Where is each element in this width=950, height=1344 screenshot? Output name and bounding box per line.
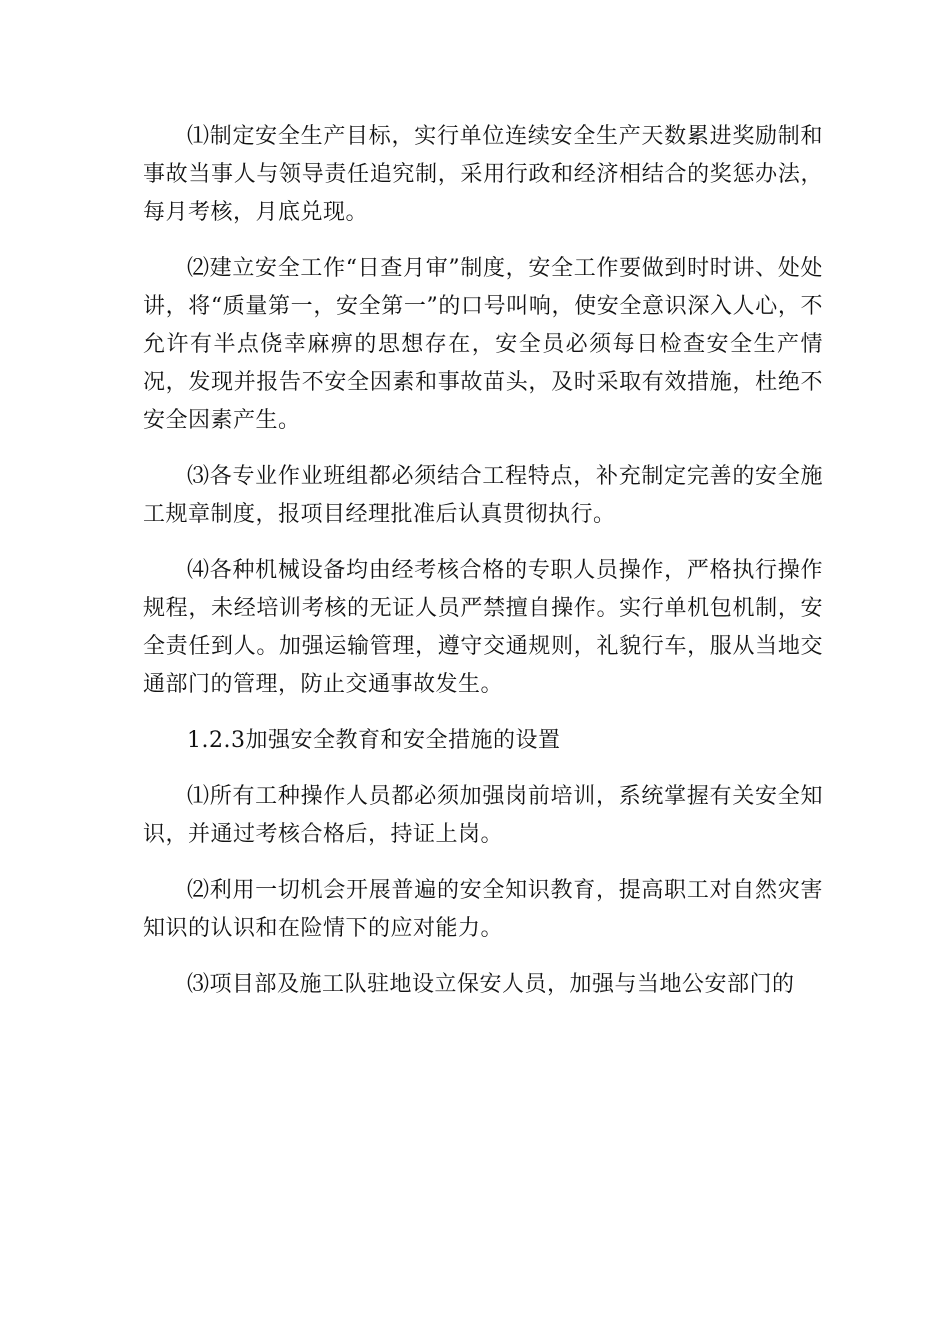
section-paragraph-3: ⑶项目部及施工队驻地设立保安人员，加强与当地公安部门的	[187, 972, 795, 997]
paragraph-1: ⑴制定安全生产目标，实行单位连续安全生产天数累进奖励制和事故当事人与领导责任追究制，采用行政和经济相结合的奖惩办法，每月考核，月底兑现。	[143, 124, 823, 225]
paragraph-3: ⑶各专业作业班组都必须结合工程特点，补充制定完善的安全施工规章制度，报项目经理批准后认真贯彻执行。	[143, 464, 823, 527]
paragraph-2: ⑵建立安全工作“日查月审”制度，安全工作要做到时时讲、处处讲，将“质量第一，安全第一”的口号叫响，使安全意识深入人心，不允许有半点侥幸麻痹的思想存在，安全员必须每日检查安全生产情况，发现并报告不安全因素和事故苗头，及时采取有效措施，杜绝不安全因素产生。	[143, 256, 823, 433]
paragraph-4: ⑷各种机械设备均由经考核合格的专职人员操作，严格执行操作规程，未经培训考核的无证人员严禁擅自操作。实行单机包机制，安全责任到人。加强运输管理，遵守交通规则，礼貌行车，服从当地交通部门的管理，防止交通事故发生。	[143, 558, 823, 697]
section-heading: 1.2.3加强安全教育和安全措施的设置	[187, 728, 561, 753]
section-paragraph-2: ⑵利用一切机会开展普遍的安全知识教育，提高职工对自然灾害知识的认识和在险情下的应对能力。	[143, 878, 823, 941]
section-paragraph-1: ⑴所有工种操作人员都必须加强岗前培训，系统掌握有关安全知识，并通过考核合格后，持证上岗。	[143, 784, 823, 847]
document-body	[143, 118, 823, 1004]
